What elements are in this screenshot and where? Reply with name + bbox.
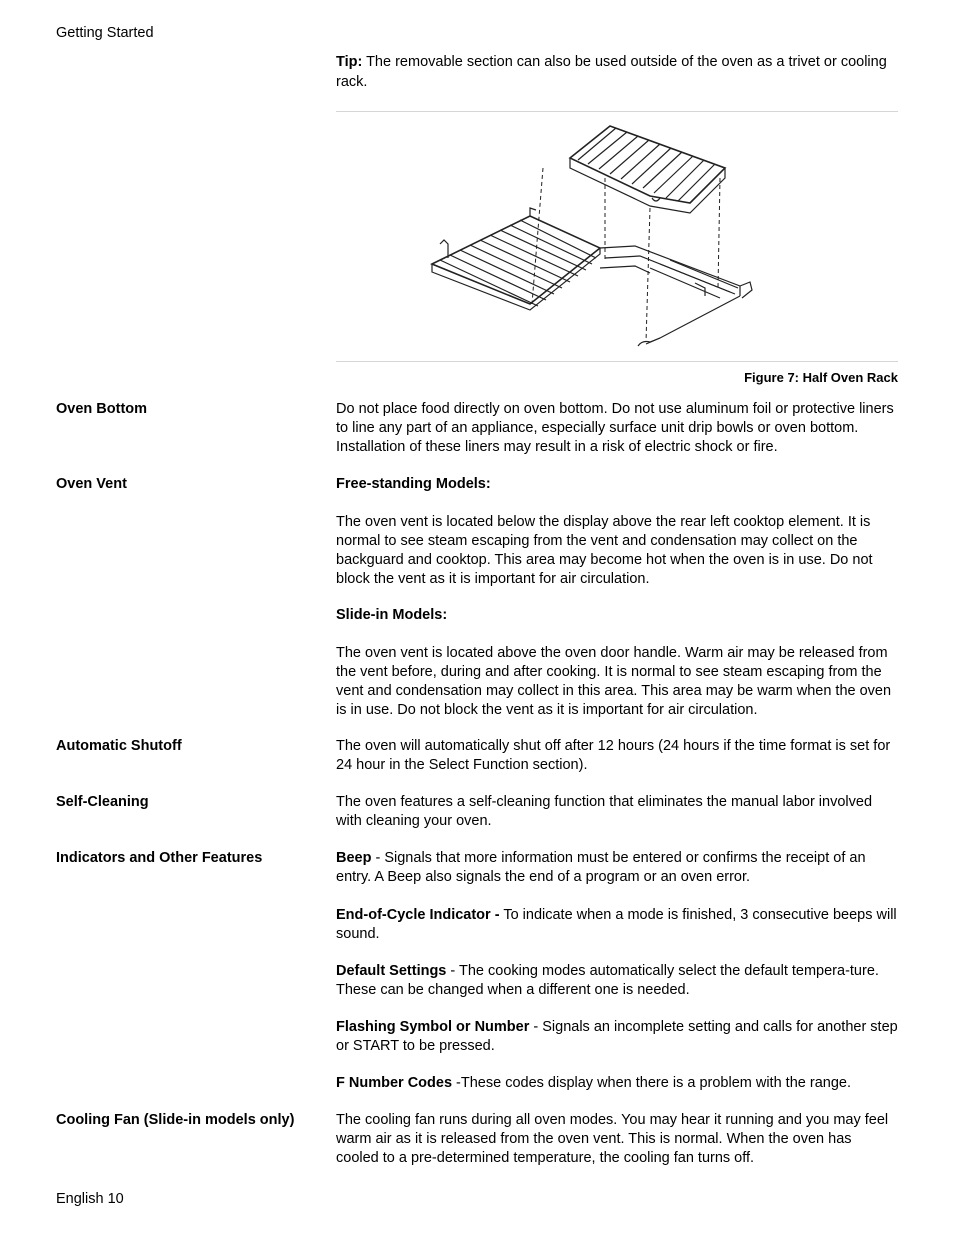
end-of-cycle-paragraph [336, 906, 898, 944]
end-of-cycle-term: End-of-Cycle Indicator - [336, 907, 500, 923]
flashing-symbol-term: Flashing Symbol or Number [336, 1019, 530, 1035]
self-cleaning-text: The oven features a self-cleaning function that eliminates the manual labor involved with cleaning your oven. [336, 794, 873, 829]
removable-rack-section [570, 126, 725, 213]
f-number-codes-paragraph [336, 1074, 898, 1093]
flashing-symbol-text: - Signals an incomplete setting and calls for another step or START to be pressed. [336, 1019, 898, 1054]
slidein-heading: Slide-in Models: [336, 607, 448, 623]
slidein-text: The oven vent is located above the oven door handle. Warm air may be released from the vent before, during and after cooking. It is normal to see steam escaping from the vent and condensation may collect in this area. This area may be warm when the oven is in use. Do not block the vent as it is important for air circulation. [336, 645, 892, 718]
tip-label: Tip: [336, 54, 363, 70]
half-oven-rack-illustration [420, 118, 760, 358]
beep-term: Beep [336, 850, 372, 866]
rack-frame [432, 208, 752, 346]
figure-caption: Figure 7: Half Oven Rack [744, 370, 898, 385]
figure-bottom-rule [336, 361, 898, 362]
tip-text: The removable section can also be used outside of the oven as a trivet or cooling rack. [336, 54, 887, 90]
tip-paragraph [336, 52, 896, 92]
section-label-indicators: Indicators and Other Features [56, 850, 263, 866]
automatic-shutoff-text: The oven will automatically shut off after 12 hours (24 hours if the time format is set for 24 hour in the Select Function section). [336, 738, 891, 773]
section-label-automatic-shutoff: Automatic Shutoff [56, 738, 182, 754]
end-of-cycle-text: To indicate when a mode is finished, 3 consecutive beeps will sound. [336, 907, 897, 942]
section-label-self-cleaning: Self-Cleaning [56, 794, 149, 810]
beep-paragraph [336, 849, 898, 887]
cooling-fan-text: The cooling fan runs during all oven modes. You may hear it running and you may feel warm air as it is released from the oven vent. This is normal. When the oven has cooled to a pre-determined temperature, the cooling fan turns off. [336, 1112, 889, 1166]
f-number-codes-text: -These codes display when there is a problem with the range. [452, 1075, 851, 1091]
page-footer: English 10 [56, 1191, 124, 1207]
section-label-oven-bottom: Oven Bottom [56, 401, 148, 417]
oven-bottom-text: Do not place food directly on oven bottom. Do not use aluminum foil or protective liners to line any part of an appliance, especially surface unit drip bowls or oven bottom. Installation of these liners may result in a risk of electric shock or fire. [336, 401, 894, 455]
section-label-cooling-fan: Cooling Fan (Slide-in models only) [56, 1112, 295, 1128]
section-label-oven-vent: Oven Vent [56, 476, 127, 492]
default-settings-paragraph [336, 962, 898, 1000]
figure-top-rule [336, 111, 898, 112]
default-settings-text: - The cooking modes automatically select the default tempera-ture. These can be changed when a different one is needed. [336, 963, 879, 998]
freestanding-heading: Free-standing Models: [336, 476, 491, 492]
freestanding-text: The oven vent is located below the display above the rear left cooktop element. It is normal to see steam escaping from the vent and condensation may collect on the backguard and cooktop. This area may become hot when the oven is in use. Do not block the vent as it is important for air circulation. [336, 514, 873, 587]
beep-text: - Signals that more information must be entered or confirms the receipt of an entry. A Beep also signals the end of a program or an oven error. [336, 850, 866, 885]
default-settings-term: Default Settings [336, 963, 447, 979]
flashing-symbol-paragraph [336, 1018, 898, 1056]
running-header: Getting Started [56, 25, 154, 41]
f-number-codes-term: F Number Codes [336, 1075, 453, 1091]
